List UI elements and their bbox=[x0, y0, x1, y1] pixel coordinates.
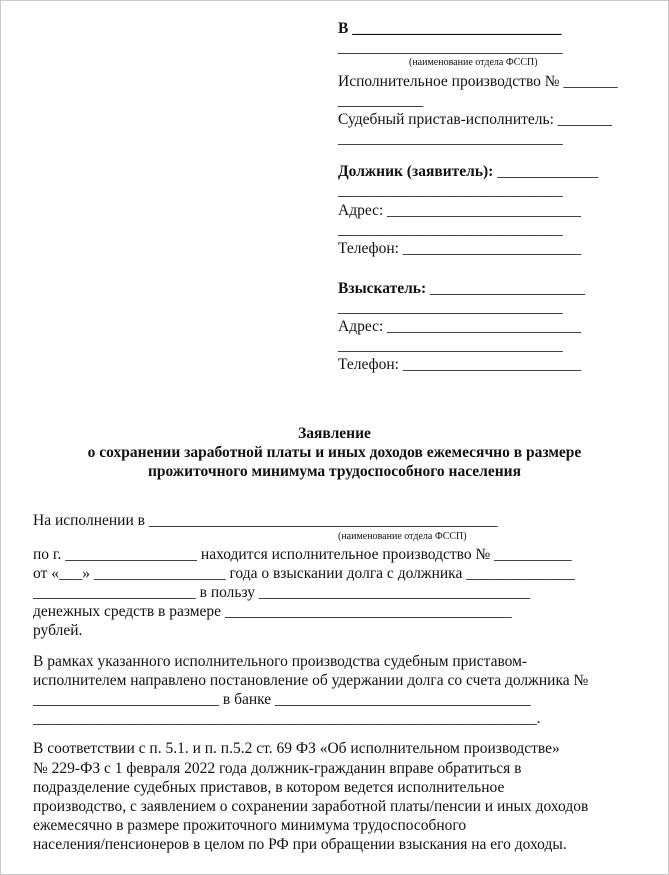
body-p2-line-1: В рамках указанного исполнительного производства судебным приставом- bbox=[33, 653, 528, 670]
body-p3-line-2: № 229-ФЗ с 1 февраля 2022 года должник-гражданин вправе обратиться в bbox=[33, 760, 522, 777]
creditor-fill: ____________________ bbox=[426, 280, 586, 297]
debtor-phone: Телефон: _______________________ bbox=[338, 240, 582, 257]
bailiff-line-2: _____________________________ bbox=[338, 130, 563, 147]
to-line: В ___________________________ bbox=[338, 20, 562, 37]
body-p2-line-2: исполнителем направлено постановление об удержании долга со счета должника № bbox=[33, 672, 589, 689]
body-p1-line-1: На исполнении в _____________________________________________ bbox=[33, 512, 498, 529]
to-line-2: _____________________________ bbox=[338, 39, 563, 56]
debtor-label: Должник (заявитель): bbox=[338, 163, 494, 180]
body-fssp-caption: (наименование отдела ФССП) bbox=[338, 531, 467, 542]
enforcement-proceeding-line-2: ___________ bbox=[338, 92, 424, 109]
body-p2-line-4: _________________________________________________________________. bbox=[33, 710, 541, 727]
creditor-phone: Телефон: _______________________ bbox=[338, 356, 582, 373]
creditor-label: Взыскатель: bbox=[338, 280, 427, 297]
body-p1-line-3: от «___» _________________ года о взыскании долга с должника ______________ bbox=[33, 565, 575, 582]
debtor-line-2: _____________________________ bbox=[338, 182, 563, 199]
enforcement-proceeding-line: Исполнительное производство № _______ bbox=[338, 73, 618, 90]
debtor-line bbox=[338, 162, 598, 181]
debtor-address-2: _____________________________ bbox=[338, 221, 563, 238]
bailiff-line: Судебный пристав-исполнитель: _______ bbox=[338, 111, 613, 128]
fssp-caption: (наименование отдела ФССП) bbox=[409, 57, 538, 68]
body-p3-line-3: подразделение судебных приставов, в котором ведется исполнительное bbox=[33, 779, 505, 796]
creditor-address: Адрес: _________________________ bbox=[338, 318, 581, 335]
creditor-line-2: _____________________________ bbox=[338, 299, 563, 316]
body-p3-line-6: населения/пенсионеров в целом по РФ при обращении взыскания на его доходы. bbox=[33, 836, 567, 853]
body-p1-line-2: по г. _________________ находится исполнительное производство № __________ bbox=[33, 546, 572, 563]
creditor-address-2: _____________________________ bbox=[338, 337, 563, 354]
document-subtitle-line-2: прожиточного минимума трудоспособного населения bbox=[147, 463, 521, 480]
debtor-address: Адрес: _________________________ bbox=[338, 202, 581, 219]
body-p3-line-4: производство, с заявлением о сохранении заработной платы/пенсии и иных доходов bbox=[33, 798, 589, 815]
body-p3-line-1: В соответствии с п. 5.1. и п. п.5.2 ст. 69 ФЗ «Об исполнительном производстве» bbox=[33, 740, 560, 757]
body-p2-line-3: ________________________ в банке _________________________________ bbox=[33, 691, 531, 708]
document-title: Заявление bbox=[298, 425, 371, 442]
document-subtitle-line-1: о сохранении заработной платы и иных доходов ежемесячно в размере bbox=[87, 444, 582, 461]
body-p1-line-4: _____________________ в пользу ___________________________________ bbox=[33, 584, 531, 601]
body-p1-line-6: рублей. bbox=[33, 622, 83, 639]
body-p3-line-5: ежемесячно в размере прожиточного минимума трудоспособного bbox=[33, 817, 467, 834]
creditor-line bbox=[338, 279, 585, 298]
body-p1-line-5: денежных средств в размере _____________________________________ bbox=[33, 603, 512, 620]
debtor-fill: _____________ bbox=[493, 163, 598, 180]
